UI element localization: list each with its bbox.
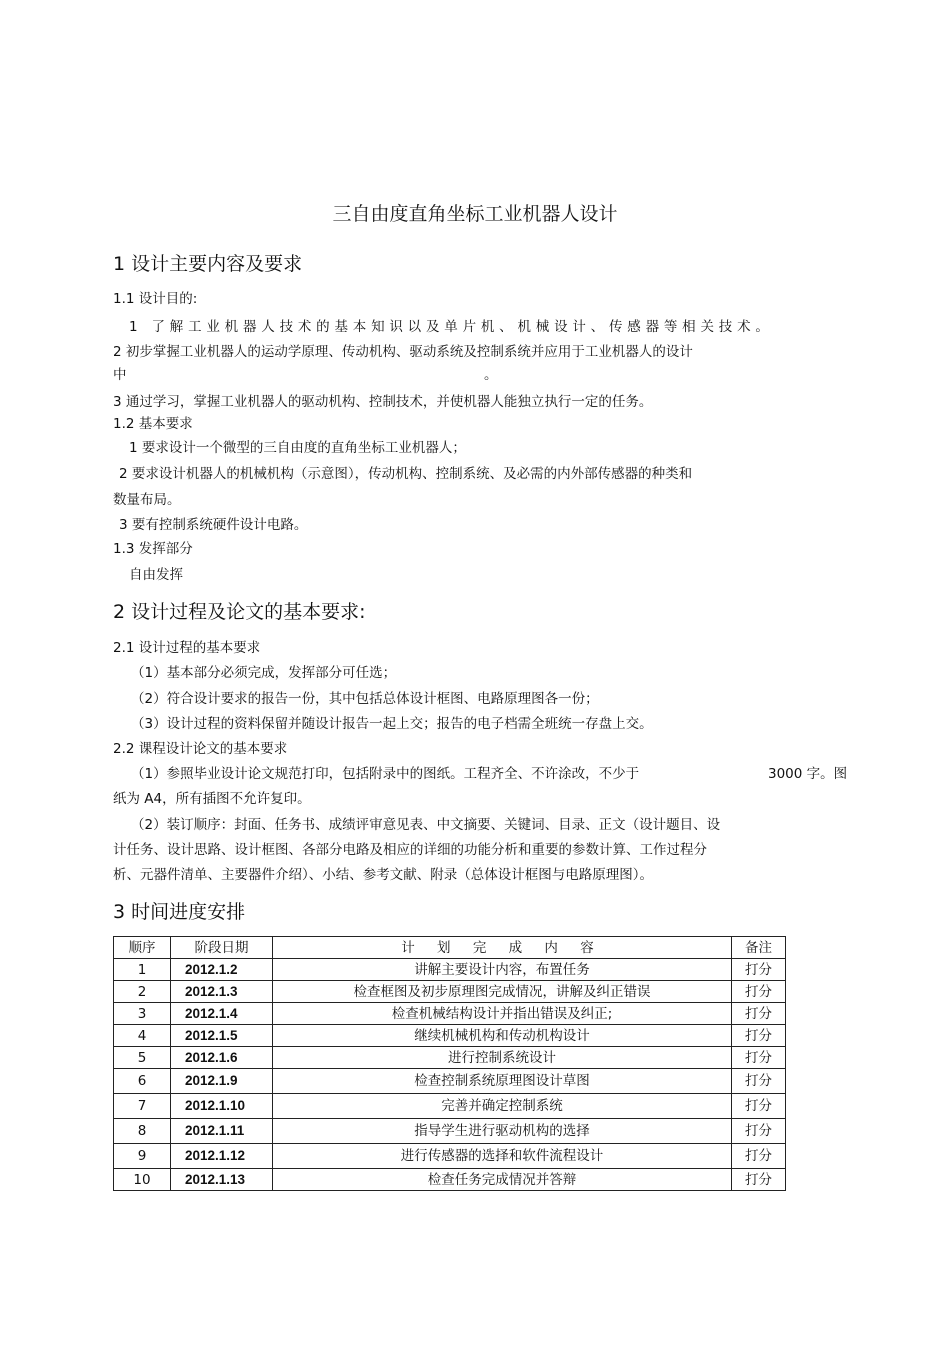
cell-remark: 打分 [732, 959, 786, 981]
header-date: 阶段日期 [171, 937, 273, 959]
table-row [114, 1119, 786, 1144]
cell-order: 2 [114, 981, 171, 1003]
s2-2-line-2: 纸为 A4，所有插图不允许复印。 [113, 791, 311, 807]
cell-remark: 打分 [732, 1047, 786, 1069]
cell-order: 9 [114, 1144, 171, 1169]
cell-date: 2012.1.2 [171, 959, 273, 981]
header-remark: 备注 [732, 937, 786, 959]
table-row [114, 1047, 786, 1069]
cell-remark: 打分 [732, 1003, 786, 1025]
s2-2-line-3: （2）装订顺序：封面、任务书、成绩评审意见表、中文摘要、关键词、目录、正文（设计题目、设 [131, 817, 721, 833]
s1-2-item-2-cont: 数量布局。 [113, 492, 181, 508]
cell-date: 2012.1.11 [171, 1119, 273, 1144]
cell-remark: 打分 [732, 1119, 786, 1144]
s1-2-item-2: 2 要求设计机器人的机械机构（示意图），传动机构、控制系统、及必需的内外部传感器的种类和 [119, 466, 693, 482]
s1-1-item-2-period: 。 [484, 367, 498, 383]
section-1-1-label: 1.1 设计目的: [113, 291, 198, 307]
cell-order: 7 [114, 1094, 171, 1119]
cell-remark: 打分 [732, 1169, 786, 1191]
s1-2-item-1: 1 要求设计一个微型的三自由度的直角坐标工业机器人； [129, 440, 466, 456]
s2-1-item-2: （2）符合设计要求的报告一份，其中包括总体设计框图、电路原理图各一份； [131, 691, 599, 707]
section-3-heading: 3 时间进度安排 [113, 901, 246, 923]
section-2-2-label: 2.2 课程设计论文的基本要求 [113, 741, 288, 757]
section-1-2-label: 1.2 基本要求 [113, 416, 193, 432]
cell-plan: 继续机械机构和传动机构设计 [273, 1025, 732, 1047]
cell-remark: 打分 [732, 1144, 786, 1169]
section-1-3-label: 1.3 发挥部分 [113, 541, 193, 557]
cell-date: 2012.1.13 [171, 1169, 273, 1191]
s1-3-text: 自由发挥 [129, 567, 183, 583]
table-row [114, 1144, 786, 1169]
cell-date: 2012.1.10 [171, 1094, 273, 1119]
cell-order: 3 [114, 1003, 171, 1025]
s2-1-item-3: （3）设计过程的资料保留并随设计报告一起上交；报告的电子档需全班统一存盘上交。 [131, 716, 653, 732]
s2-2-line-1: （1）参照毕业设计论文规范打印，包括附录中的图纸。工程齐全、不许涂改，不少于 [131, 766, 640, 782]
cell-date: 2012.1.12 [171, 1144, 273, 1169]
cell-plan: 进行传感器的选择和软件流程设计 [273, 1144, 732, 1169]
cell-remark: 打分 [732, 1094, 786, 1119]
s2-2-line-1-end: 3000 字。图 [768, 766, 848, 782]
section-1-heading: 1 设计主要内容及要求 [113, 253, 303, 275]
cell-date: 2012.1.3 [171, 981, 273, 1003]
s2-1-item-1: （1）基本部分必须完成，发挥部分可任选； [131, 665, 397, 681]
cell-order: 1 [114, 959, 171, 981]
s1-1-item-1: 1 了解工业机器人技术的基本知识以及单片机、机械设计、传感器等相关技术。 [129, 319, 774, 335]
cell-order: 10 [114, 1169, 171, 1191]
cell-plan: 检查控制系统原理图设计草图 [273, 1069, 732, 1094]
cell-plan: 指导学生进行驱动机构的选择 [273, 1119, 732, 1144]
cell-order: 4 [114, 1025, 171, 1047]
table-header-row [114, 937, 786, 959]
header-order: 顺序 [114, 937, 171, 959]
s2-2-line-5: 析、元器件清单、主要器件介绍）、小结、参考文献、附录（总体设计框图与电路原理图）。 [113, 867, 653, 883]
section-2-heading: 2 设计过程及论文的基本要求: [113, 601, 366, 623]
cell-plan: 检查任务完成情况并答辩 [273, 1169, 732, 1191]
cell-plan: 检查机械结构设计并指出错误及纠正; [273, 1003, 732, 1025]
schedule-table [113, 936, 786, 1191]
table-row [114, 1094, 786, 1119]
table-row [114, 959, 786, 981]
cell-remark: 打分 [732, 1069, 786, 1094]
header-plan: 计 划 完 成 内 容 [273, 937, 732, 959]
cell-order: 8 [114, 1119, 171, 1144]
cell-plan: 讲解主要设计内容，布置任务 [273, 959, 732, 981]
s1-1-item-2-cont: 中 [113, 367, 127, 383]
cell-remark: 打分 [732, 981, 786, 1003]
cell-order: 5 [114, 1047, 171, 1069]
table-row [114, 1069, 786, 1094]
cell-plan: 完善并确定控制系统 [273, 1094, 732, 1119]
document-title: 三自由度直角坐标工业机器人设计 [332, 203, 618, 225]
cell-plan: 进行控制系统设计 [273, 1047, 732, 1069]
section-2-1-label: 2.1 设计过程的基本要求 [113, 640, 261, 656]
cell-order: 6 [114, 1069, 171, 1094]
cell-date: 2012.1.9 [171, 1069, 273, 1094]
s1-2-item-3: 3 要有控制系统硬件设计电路。 [119, 517, 308, 533]
cell-date: 2012.1.5 [171, 1025, 273, 1047]
cell-plan: 检查框图及初步原理图完成情况，讲解及纠正错误 [273, 981, 732, 1003]
table-row [114, 1169, 786, 1191]
cell-date: 2012.1.6 [171, 1047, 273, 1069]
table-row [114, 1025, 786, 1047]
table-row [114, 981, 786, 1003]
table-row [114, 1003, 786, 1025]
cell-remark: 打分 [732, 1025, 786, 1047]
s1-1-item-3: 3 通过学习，掌握工业机器人的驱动机构、控制技术，并使机器人能独立执行一定的任务。 [113, 394, 653, 410]
cell-date: 2012.1.4 [171, 1003, 273, 1025]
s2-2-line-4: 计任务、设计思路、设计框图、各部分电路及相应的详细的功能分析和重要的参数计算、工作过程分 [113, 842, 707, 858]
s1-1-item-2: 2 初步掌握工业机器人的运动学原理、传动机构、驱动系统及控制系统并应用于工业机器人的设计 [113, 344, 693, 360]
